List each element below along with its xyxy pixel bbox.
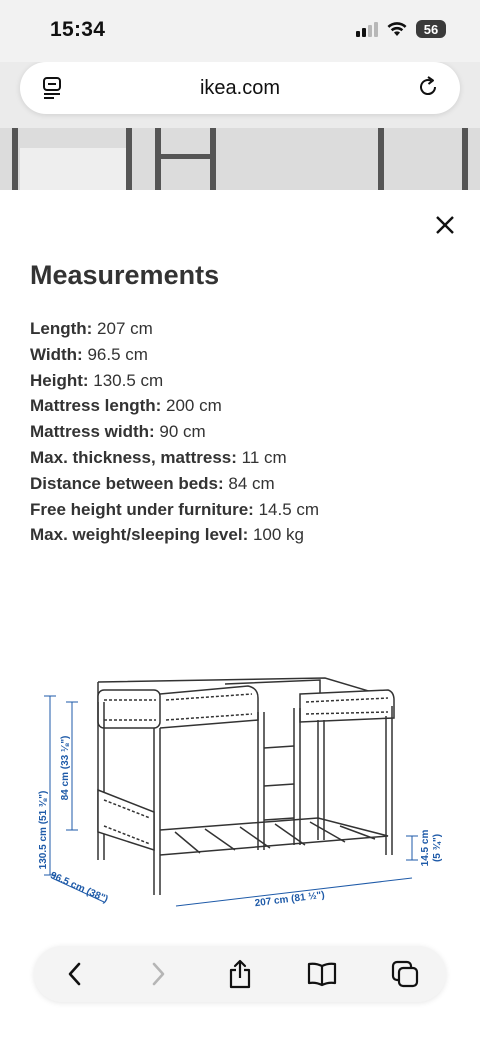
spec-label: Height: [30, 370, 89, 390]
dimension-bed-distance: 84 cm (33 ⅛") [60, 735, 71, 801]
spec-value: 207 cm [92, 319, 153, 338]
spec-width [30, 342, 319, 368]
spec-value: 96.5 cm [82, 344, 148, 364]
browser-toolbar [34, 946, 446, 1002]
spec-mattress-length [30, 393, 319, 419]
reader-icon[interactable] [42, 76, 64, 100]
spec-max-weight [30, 522, 319, 548]
spec-length [30, 316, 319, 342]
bookmarks-icon[interactable] [306, 961, 338, 987]
tabs-icon[interactable] [390, 959, 420, 989]
spec-value: 11 cm [236, 447, 287, 467]
spec-label: Length: [30, 319, 93, 338]
spec-label: Distance between beds: [30, 473, 224, 493]
spec-label: Width: [30, 344, 83, 364]
back-icon[interactable] [65, 961, 85, 987]
reload-icon[interactable] [416, 75, 440, 99]
bunk-bed-diagram [0, 650, 480, 950]
share-button[interactable] [220, 954, 260, 994]
dimension-length: 207 cm (81 ½") [254, 889, 326, 910]
cellular-signal-icon [356, 21, 378, 37]
dimension-free-height-cm: 14.5 cm [420, 829, 431, 867]
spec-free-height [30, 497, 319, 523]
spec-value: 130.5 cm [88, 370, 164, 390]
measurements-sheet [0, 190, 480, 1038]
sheet-title: Measurements [30, 260, 220, 290]
dimension-depth: 96.5 cm (38") [48, 870, 110, 906]
share-icon[interactable] [227, 959, 253, 989]
wifi-icon [386, 21, 408, 37]
spec-mattress-thickness [30, 445, 319, 471]
forward-button[interactable] [138, 954, 178, 994]
browser-top-area [0, 62, 480, 190]
back-button[interactable] [55, 954, 95, 994]
spec-label: Mattress length: [30, 396, 162, 416]
tabs-button[interactable] [385, 954, 425, 994]
address-bar[interactable] [20, 62, 460, 114]
dimension-free-height-in: (5 ¾") [432, 833, 443, 863]
forward-icon[interactable] [148, 961, 168, 987]
spec-value: 84 cm [223, 473, 275, 493]
measurements-list [30, 316, 319, 548]
bookmarks-button[interactable] [302, 954, 342, 994]
dimension-total-height: 130.5 cm (51 ⅜") [38, 790, 49, 870]
status-time: 15:34 [50, 18, 106, 41]
status-icons [356, 20, 446, 38]
spec-value: 14.5 cm [253, 499, 320, 519]
spec-value: 90 cm [154, 422, 206, 442]
spec-height [30, 368, 319, 394]
battery-icon: 56 [416, 20, 446, 38]
spec-mattress-width [30, 419, 319, 445]
status-bar [0, 0, 480, 62]
url-text[interactable]: ikea.com [199, 76, 281, 99]
spec-label: Max. weight/sleeping level: [30, 525, 249, 545]
spec-distance-between-beds [30, 471, 319, 497]
spec-value: 100 kg [248, 525, 304, 545]
spec-label: Free height under furniture: [30, 499, 254, 519]
close-icon[interactable] [434, 214, 456, 236]
spec-label: Max. thickness, mattress: [30, 447, 237, 467]
spec-label: Mattress width: [30, 422, 155, 442]
spec-value: 200 cm [161, 396, 222, 416]
background-product-image [0, 128, 480, 190]
